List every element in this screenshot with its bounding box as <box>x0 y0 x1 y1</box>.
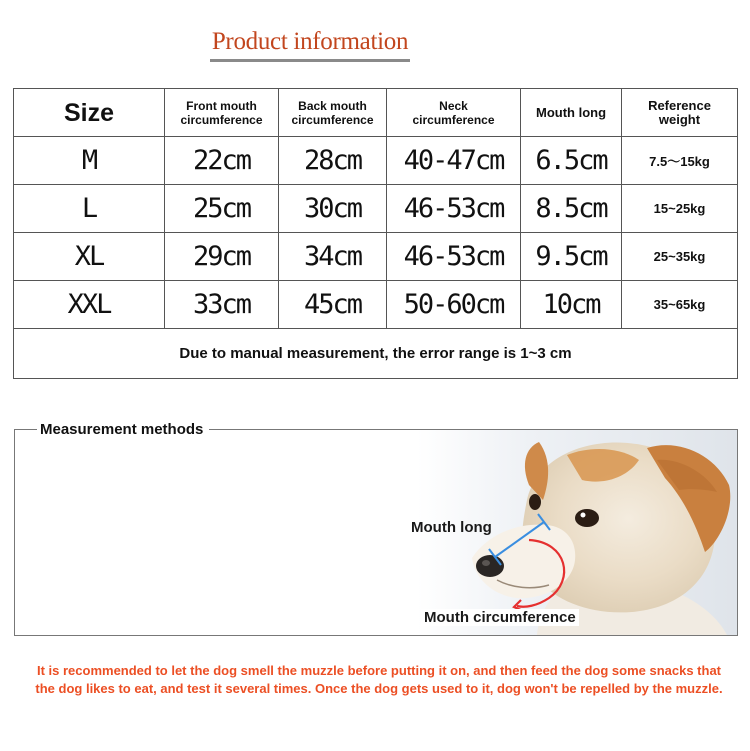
cell-back: 45cm <box>279 281 387 329</box>
table-row <box>14 233 738 281</box>
header-front-mouth: Front mouth circumference <box>165 89 279 137</box>
cell-back: 34cm <box>279 233 387 281</box>
cell-front: 33cm <box>165 281 279 329</box>
measurement-methods-box <box>14 421 738 636</box>
mouth-circumference-label: Mouth circumference <box>421 609 579 626</box>
cell-size: M <box>14 137 165 185</box>
cell-neck: 46-53cm <box>387 185 521 233</box>
title-text: Product information <box>210 28 410 62</box>
table-row <box>14 281 738 329</box>
usage-tip <box>8 662 750 698</box>
cell-mouth: 8.5cm <box>521 185 622 233</box>
cell-weight: 15~25kg <box>622 185 738 233</box>
header-back-mouth: Back mouth circumference <box>279 89 387 137</box>
table-header-row <box>14 89 738 137</box>
cell-front: 25cm <box>165 185 279 233</box>
cell-back: 28cm <box>279 137 387 185</box>
cell-size: XL <box>14 233 165 281</box>
measurement-note: Due to manual measurement, the error range is 1~3 cm <box>14 329 738 379</box>
cell-back: 30cm <box>279 185 387 233</box>
usage-tip-line-1: It is recommended to let the dog smell the muzzle before putting it on, and then feed the dog some snacks that <box>36 663 722 678</box>
cell-neck: 40-47cm <box>387 137 521 185</box>
cell-weight: 25~35kg <box>622 233 738 281</box>
table-row <box>14 185 738 233</box>
table-row <box>14 137 738 185</box>
cell-size: XXL <box>14 281 165 329</box>
cell-mouth: 9.5cm <box>521 233 622 281</box>
mouth-long-label: Mouth long <box>411 519 492 536</box>
cell-neck: 50-60cm <box>387 281 521 329</box>
cell-weight: 35~65kg <box>622 281 738 329</box>
header-mouth-long: Mouth long <box>521 89 622 137</box>
header-neck: Neck circumference <box>387 89 521 137</box>
cell-front: 22cm <box>165 137 279 185</box>
header-size: Size <box>14 89 165 137</box>
size-table <box>13 88 738 379</box>
table-note-row <box>14 329 738 379</box>
page-title <box>0 28 620 62</box>
cell-mouth: 6.5cm <box>521 137 622 185</box>
cell-weight: 7.5～15kg <box>622 137 738 185</box>
cell-mouth: 10cm <box>521 281 622 329</box>
header-weight: Reference weight <box>622 89 738 137</box>
cell-size: L <box>14 185 165 233</box>
usage-tip-line-2: the dog likes to eat, and test it several times. Once the dog gets used to it, dog won't be repelled by the muzzle. <box>35 681 723 696</box>
cell-front: 29cm <box>165 233 279 281</box>
measurement-methods-title: Measurement methods <box>37 421 209 438</box>
cell-neck: 46-53cm <box>387 233 521 281</box>
